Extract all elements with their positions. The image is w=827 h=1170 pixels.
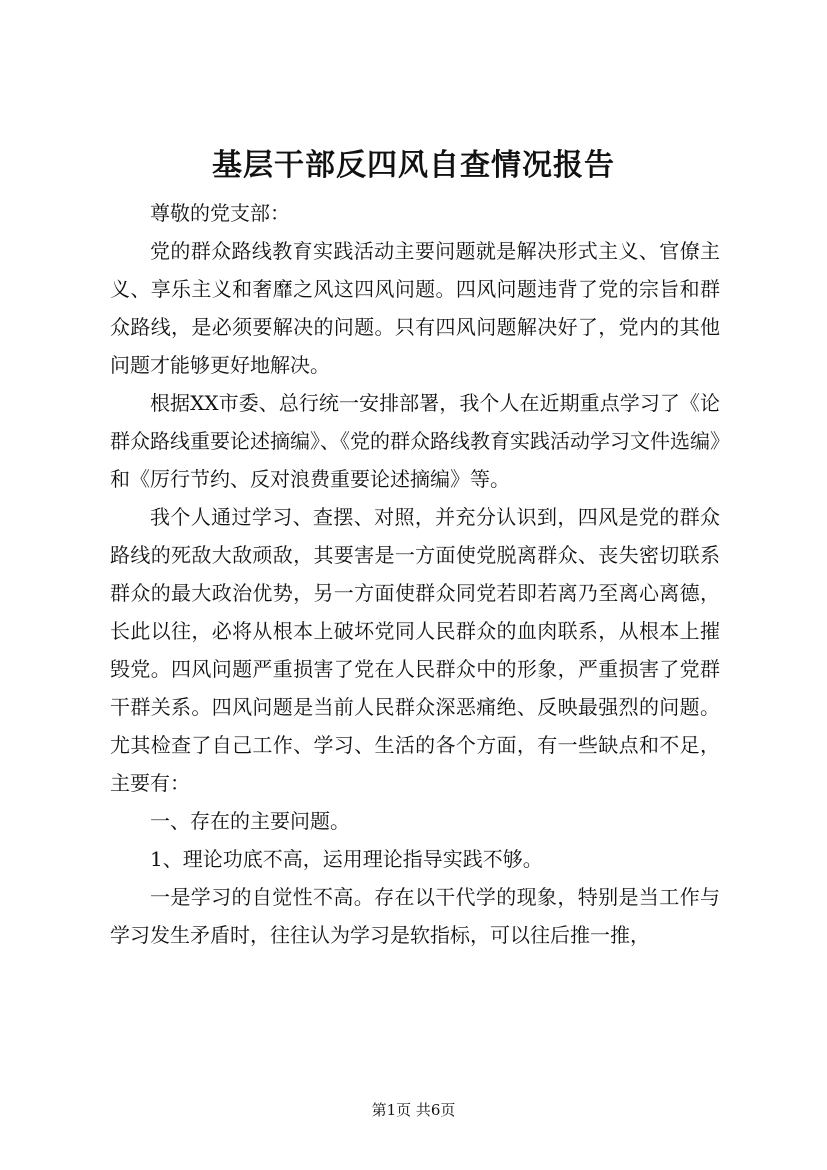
- section-heading: 一、存在的主要问题。: [150, 809, 350, 833]
- paragraph: 党的群众路线教育实践活动主要问题就是解决形式主义、官僚主义、享乐主义和奢靡之风这四风问题。四风问题违背了党的宗旨和群众路线，是必须要解决的问题。只有四风问题解决好了，党内的其他问题才能够更好地解决。: [110, 239, 720, 377]
- salutation: 尊敬的党支部：: [150, 201, 290, 225]
- document-body: [110, 194, 720, 954]
- document-title: 基层干部反四风自查情况报告: [212, 148, 615, 183]
- subsection-heading: 1、理论功底不高，运用理论指导实践不够。: [150, 847, 543, 871]
- paragraph: 我个人通过学习、查摆、对照，并充分认识到，四风是党的群众路线的死敌大敌顽敌，其要害是一方面使党脱离群众、丧失密切联系群众的最大政治优势，另一方面使群众同党若即若离乃至离心离德，长此以往，必将从根本上破坏党同人民群众的血肉联系，从根本上摧毁党。四风问题严重损害了党在人民群众中的形象，严重损害了党群干群关系。四风问题是当前人民群众深恶痛绝、反映最强烈的问题。尤其检查了自己工作、学习、生活的各个方面，有一些缺点和不足，主要有：: [110, 505, 720, 795]
- paragraph: 根据XX市委、总行统一安排部署，我个人在近期重点学习了《论群众路线重要论述摘编》、《党的群众路线教育实践活动学习文件选编》和《厉行节约、反对浪费重要论述摘编》等。: [110, 391, 720, 491]
- paragraph: 一是学习的自觉性不高。存在以干代学的现象，特别是当工作与学习发生矛盾时，往往认为学习是软指标，可以往后推一推，: [110, 885, 720, 947]
- page-number-footer: 第1页 共6页: [371, 1101, 456, 1119]
